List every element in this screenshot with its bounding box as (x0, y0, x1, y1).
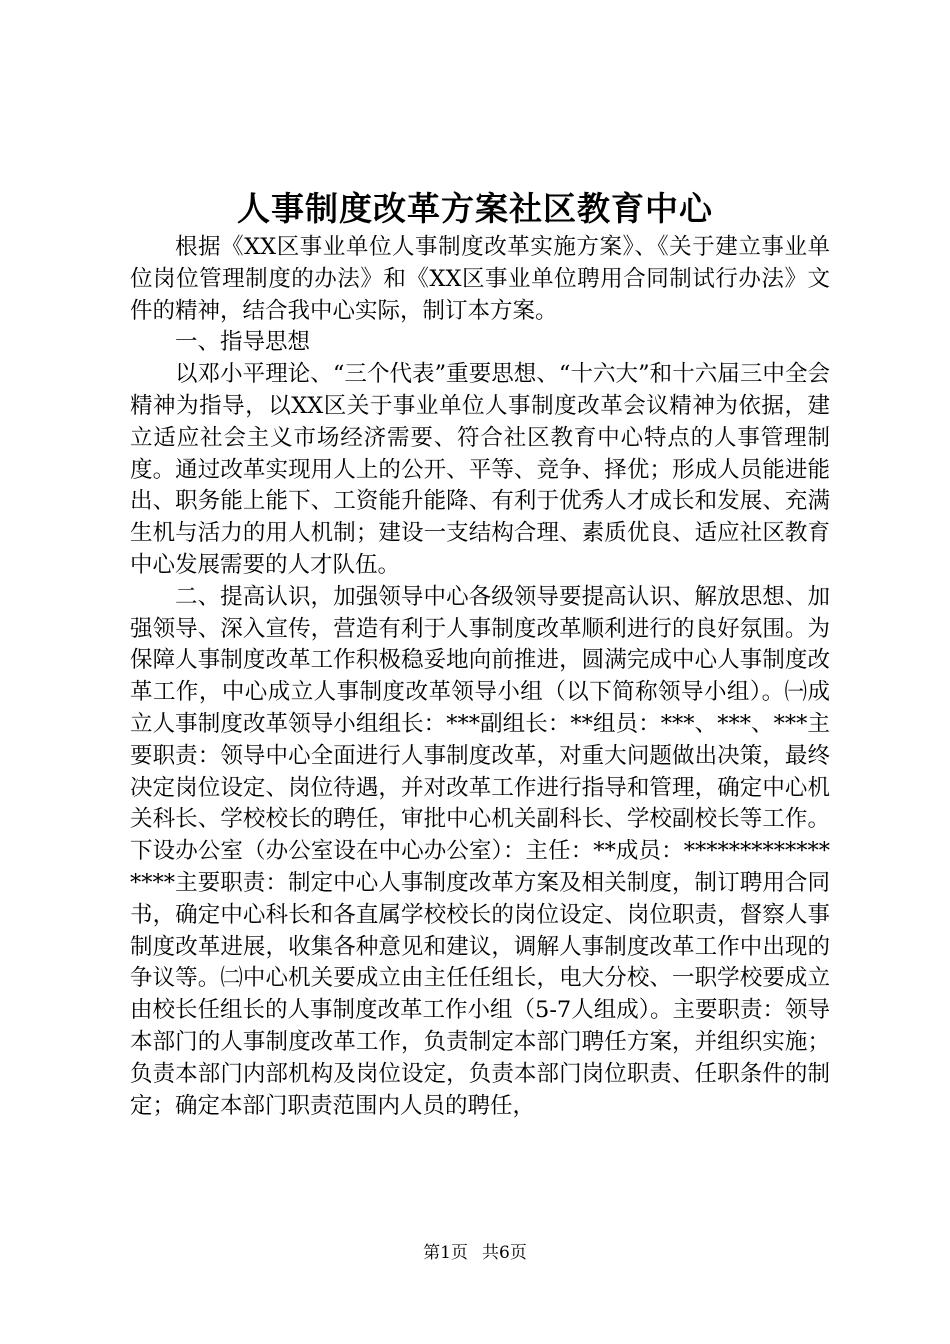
document-body (130, 232, 830, 1122)
paragraph-leadership: 二、提高认识，加强领导中心各级领导要提高认识、解放思想、加强领导、深入宣传，营造有利于人事制度改革顺利进行的良好氛围。为保障人事制度改革工作积极稳妥地向前推进，圆满完成中心人事制度改革工作，中心成立人事制度改革领导小组（以下简称领导小组）。㈠成立人事制度改革领导小组组长：***副组长：**组员：***、***、***主要职责：领导中心全面进行人事制度改革，对重大问题做出决策，最终决定岗位设定、岗位待遇，并对改革工作进行指导和管理，确定中心机关科长、学校校长的聘任，审批中心机关副科长、学校副校长等工作。下设办公室（办公室设在中心办公室）：主任：**成员：*****************主要职责：制定中心人事制度改革方案及相关制度，制订聘用合同书，确定中心科长和各直属学校校长的岗位设定、岗位职责，督察人事制度改革进展，收集各种意见和建议，调解人事制度改革工作中出现的争议等。㈡中心机关要成立由主任任组长，电大分校、一职学校要成立由校长任组长的人事制度改革工作小组（5-7人组成）。主要职责：领导本部门的人事制度改革工作，负责制定本部门聘任方案，并组织实施；负责本部门内部机构及岗位设定，负责本部门岗位职责、任职条件的制定；确定本部门职责范围内人员的聘任， (130, 583, 830, 1119)
document-title: 人事制度改革方案社区教育中心 (237, 189, 713, 228)
page-footer (0, 1241, 950, 1265)
paragraph-intro: 根据《XX区事业单位人事制度改革实施方案》、《关于建立事业单位岗位管理制度的办法》和《XX区事业单位聘用合同制试行办法》文件的精神，结合我中心实际，制订本方案。 (130, 234, 830, 324)
paragraph-guiding-ideology: 以邓小平理论、“三个代表”重要思想、“十六大”和十六届三中全会精神为指导，以XX区关于事业单位人事制度改革会议精神为依据，建立适应社会主义市场经济需要、符合社区教育中心特点的人事管理制度。通过改革实现用人上的公开、平等、竞争、择优；形成人员能进能出、职务能上能下、工资能升能降、有利于优秀人才成长和发展、充满生机与活力的用人机制；建设一支结构合理、素质优良、适应社区教育中心发展需要的人才队伍。 (130, 361, 830, 578)
heading-guiding-ideology: 一、指导思想 (175, 329, 311, 356)
page-number: 第1页 (423, 1243, 468, 1263)
page-total: 共6页 (482, 1243, 527, 1263)
